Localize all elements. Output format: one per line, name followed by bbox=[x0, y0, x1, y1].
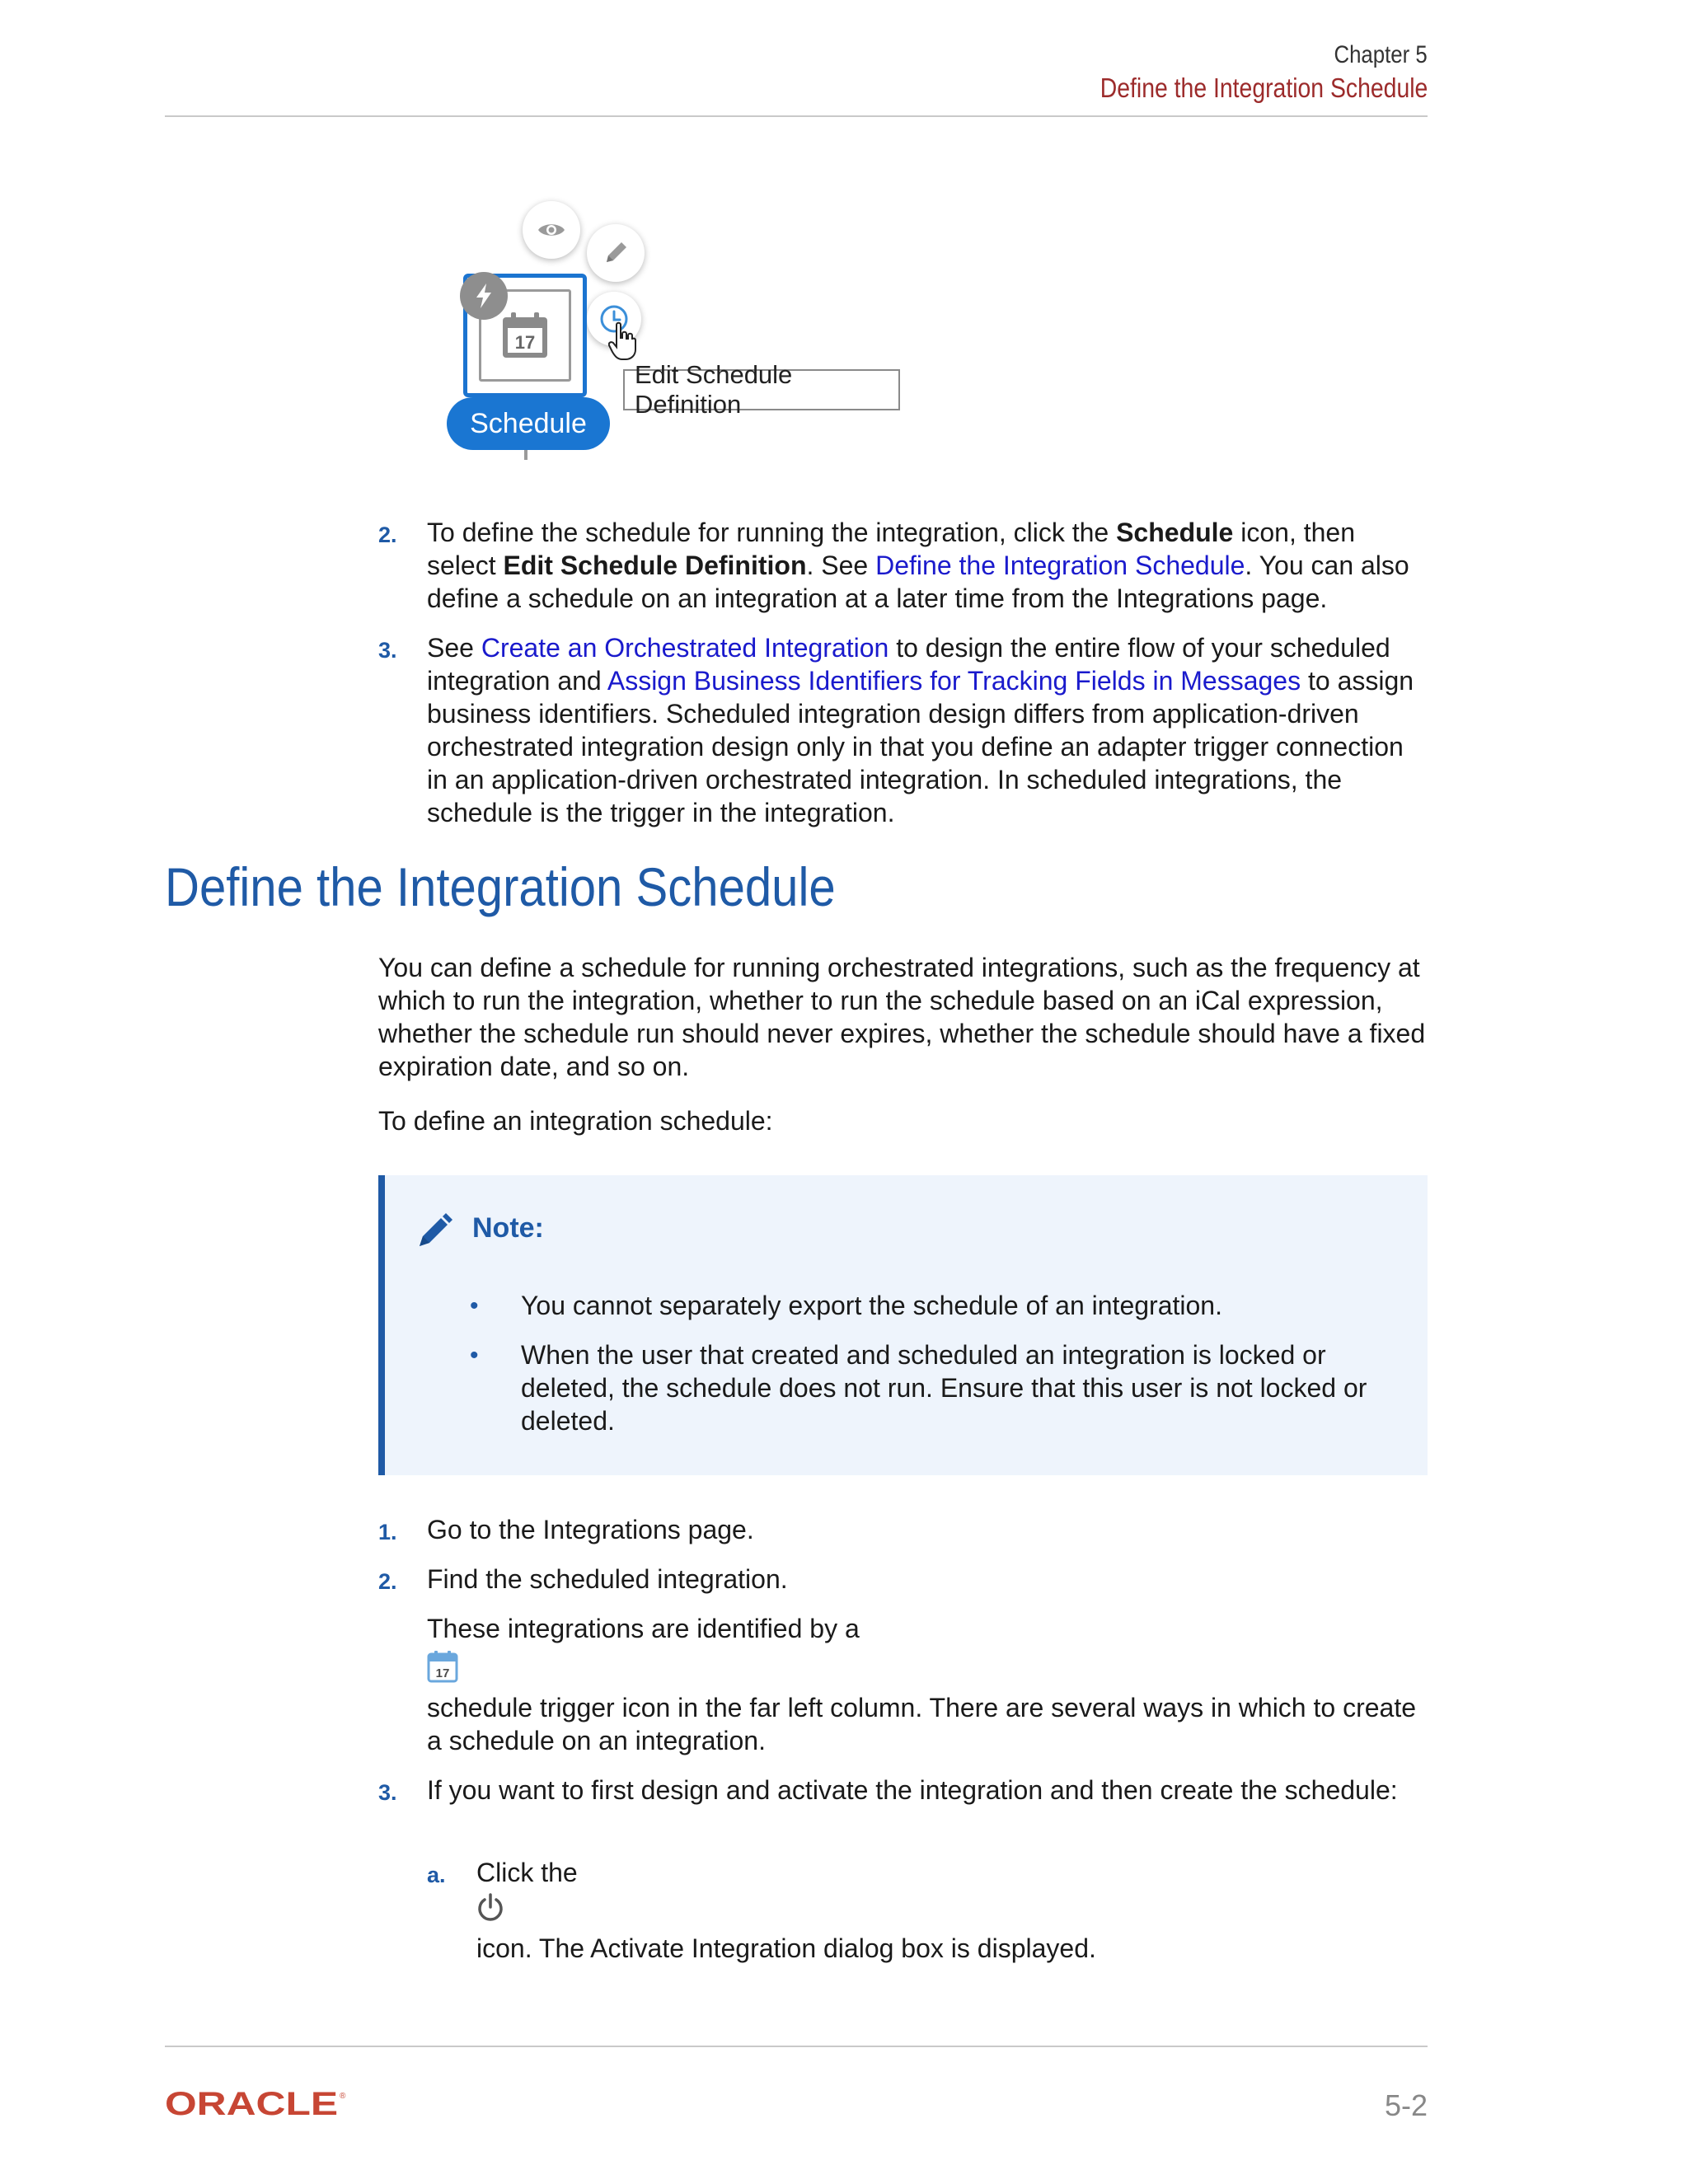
lightning-icon bbox=[471, 282, 496, 310]
calendar-icon bbox=[427, 1650, 458, 1683]
link-define-schedule[interactable]: Define the Integration Schedule bbox=[875, 551, 1245, 580]
oracle-logo bbox=[165, 2088, 354, 2121]
bullet-marker: • bbox=[470, 1342, 479, 1369]
substep-after: icon. The Activate Integration dialog box is displayed. bbox=[476, 1933, 1096, 1963]
step-text: Find the scheduled integration. bbox=[427, 1564, 788, 1594]
view-action[interactable] bbox=[523, 201, 580, 259]
calendar-icon bbox=[499, 310, 551, 361]
bullet-marker: • bbox=[470, 1292, 479, 1319]
header-chapter: Chapter 5 bbox=[1334, 41, 1428, 68]
step-sub-after: schedule trigger icon in the far left column. There are several ways in which to create a schedule on an integration. bbox=[427, 1693, 1416, 1755]
link-assign-business-identifiers[interactable]: Assign Business Identifiers for Tracking Fields in Messages bbox=[607, 666, 1301, 696]
header-divider bbox=[165, 115, 1428, 117]
step-number: 3. bbox=[378, 1780, 397, 1805]
step-text: Go to the Integrations page. bbox=[427, 1515, 754, 1544]
footer-divider bbox=[165, 2046, 1428, 2047]
substep-before: Click the bbox=[476, 1858, 578, 1887]
svg-text:17: 17 bbox=[435, 1666, 450, 1680]
hand-cursor-icon bbox=[608, 321, 638, 361]
substep-label: a. bbox=[427, 1863, 446, 1887]
schedule-figure bbox=[437, 190, 915, 470]
svg-text:ORACLE: ORACLE bbox=[165, 2088, 338, 2121]
trigger-badge bbox=[460, 272, 508, 320]
connector-tail bbox=[524, 450, 528, 460]
schedule-bold: Schedule bbox=[1116, 518, 1234, 547]
note-box bbox=[378, 1175, 1428, 1475]
link-create-orchestrated-integration[interactable]: Create an Orchestrated Integration bbox=[481, 633, 889, 663]
pencil-icon bbox=[416, 1212, 454, 1249]
edit-action[interactable] bbox=[587, 224, 645, 282]
schedule-label[interactable]: Schedule bbox=[447, 397, 610, 450]
step-text: If you want to first design and activate the integration and then create the schedule: bbox=[427, 1775, 1398, 1805]
page-number: 5-2 bbox=[1384, 2088, 1428, 2122]
tooltip-edit-schedule: Edit Schedule Definition bbox=[623, 369, 900, 410]
step-number: 2. bbox=[378, 1569, 397, 1594]
step-number: 2. bbox=[378, 523, 397, 547]
svg-text:®: ® bbox=[340, 2092, 346, 2101]
section-lead: To define an integration schedule: bbox=[378, 1106, 773, 1136]
edit-schedule-bold: Edit Schedule Definition bbox=[503, 551, 807, 580]
step-number: 1. bbox=[378, 1520, 397, 1544]
step-3-text: See Create an Orchestrated Integration to design the entire flow of your scheduled integration and Assign Business Identifiers for Tracking Fields in Messages to assign business identifiers. Scheduled integration design differs from application-driven orchestrated integration design only in that you define an adapter trigger connection in an application-driven orchestrated integration. In scheduled integrations, the schedule is the trigger in the integration. bbox=[427, 633, 1414, 827]
step-2-text: To define the schedule for running the integration, click the Schedule icon, then select Edit Schedule Definition. See Define the Integration Schedule. You can also define a schedule on an integration at a later time from the Integrations page. bbox=[427, 518, 1409, 613]
section-intro: You can define a schedule for running orchestrated integrations, such as the frequency at which to run the integration, whether to run the schedule based on an iCal expression, whether the schedule run should never expires, whether the schedule should have a fixed expiration date, and so on. bbox=[378, 953, 1426, 1081]
svg-text:17: 17 bbox=[514, 332, 536, 353]
note-item: You cannot separately export the schedule of an integration. bbox=[521, 1291, 1222, 1320]
note-item: When the user that created and scheduled an integration is locked or deleted, the schedule does not run. Ensure that this user is not locked or deleted. bbox=[521, 1340, 1367, 1436]
power-icon bbox=[476, 1892, 504, 1924]
eye-icon bbox=[537, 220, 566, 240]
note-title: Note: bbox=[472, 1212, 544, 1244]
step-sub-before: These integrations are identified by a bbox=[427, 1614, 860, 1643]
pencil-icon bbox=[602, 239, 630, 267]
section-heading: Define the Integration Schedule bbox=[165, 856, 836, 917]
step-number: 3. bbox=[378, 638, 397, 663]
header-title[interactable]: Define the Integration Schedule bbox=[1100, 73, 1428, 103]
